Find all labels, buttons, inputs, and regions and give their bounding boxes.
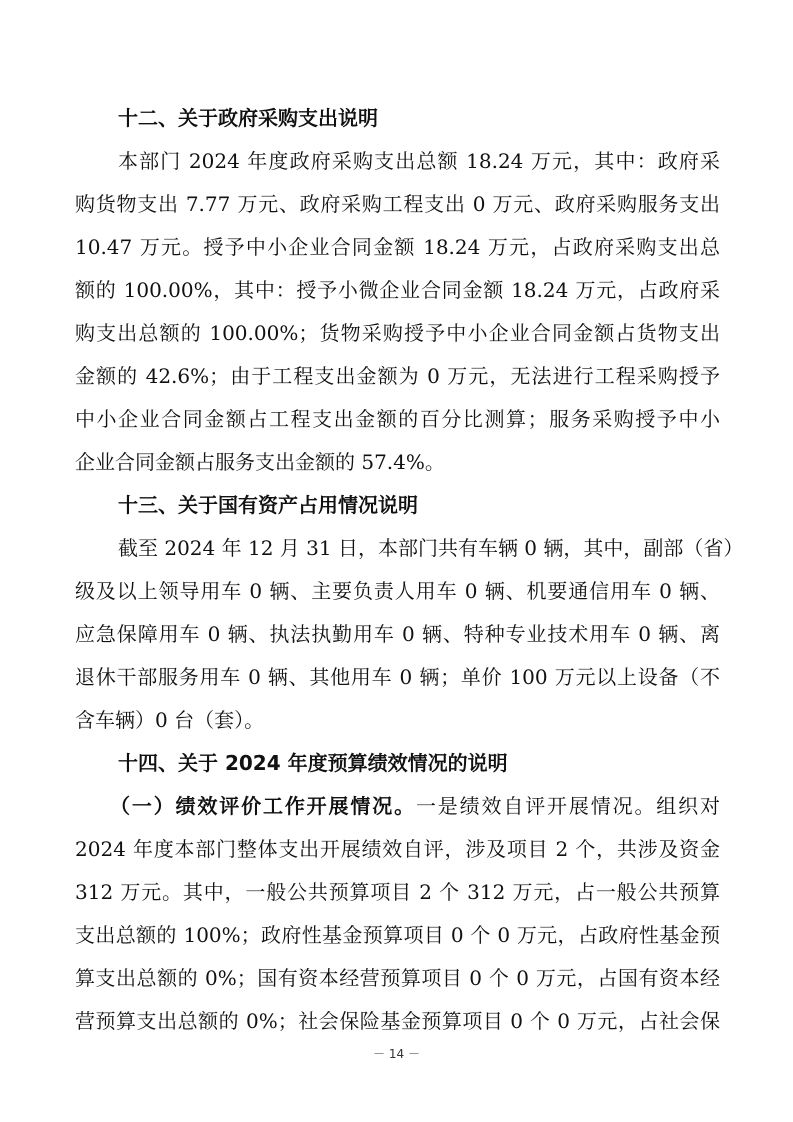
- section-13-line: 退休干部服务用车 0 辆、其他用车 0 辆；单价 100 万元以上设备（不: [75, 665, 720, 689]
- section-14-line: 营预算支出总额的 0%；社会保险基金预算项目 0 个 0 万元，占社会保: [75, 1009, 720, 1033]
- section-12-line: 购支出总额的 100.00%；货物采购授予中小企业合同金额占货物支出: [75, 321, 720, 345]
- section-12-line: 金额的 42.6%；由于工程支出金额为 0 万元，无法进行工程采购授予: [75, 364, 720, 388]
- section-14-line: 312 万元。其中，一般公共预算项目 2 个 312 万元，占一般公共预算: [75, 880, 720, 904]
- section-14-line: 支出总额的 100%；政府性基金预算项目 0 个 0 万元，占政府性基金预: [75, 923, 720, 947]
- section-13-heading: 十三、关于国有资产占用情况说明: [118, 493, 418, 517]
- section-12-line: 购货物支出 7.77 万元、政府采购工程支出 0 万元、政府采购服务支出: [75, 192, 720, 216]
- section-12-line: 企业合同金额占服务支出金额的 57.4%。: [75, 450, 445, 474]
- section-13-line: 含车辆）0 台（套）。: [75, 708, 265, 732]
- section-12-heading: 十二、关于政府采购支出说明: [118, 106, 378, 130]
- section-12-line: 本部门 2024 年度政府采购支出总额 18.24 万元，其中：政府采: [118, 149, 720, 173]
- section-13-line: 级及以上领导用车 0 辆、主要负责人用车 0 辆、机要通信用车 0 辆、: [75, 579, 720, 603]
- section-12-line: 10.47 万元。授予中小企业合同金额 18.24 万元，占政府采购支出总: [75, 235, 720, 259]
- section-14-subheading-line: [110, 792, 720, 820]
- section-13-line: 截至 2024 年 12 月 31 日，本部门共有车辆 0 辆，其中，副部（省）: [118, 536, 744, 560]
- subheading-bold: （一）绩效评价工作开展情况。: [110, 794, 416, 818]
- section-12-line: 中小企业合同金额占工程支出金额的百分比测算；服务采购授予中小: [75, 407, 720, 431]
- page-number: － 14 －: [373, 1047, 420, 1061]
- subheading-rest: 一是绩效自评开展情况。组织对: [415, 794, 721, 818]
- section-14-line: 2024 年度本部门整体支出开展绩效自评，涉及项目 2 个，共涉及资金: [75, 837, 720, 861]
- section-12-line: 额的 100.00%，其中：授予小微企业合同金额 18.24 万元，占政府采: [75, 278, 720, 302]
- section-14-line: 算支出总额的 0%；国有资本经营预算项目 0 个 0 万元，占国有资本经: [75, 966, 720, 990]
- section-13-line: 应急保障用车 0 辆、执法执勤用车 0 辆、特种专业技术用车 0 辆、离: [75, 622, 720, 646]
- section-14-heading: 十四、关于 2024 年度预算绩效情况的说明: [118, 751, 508, 775]
